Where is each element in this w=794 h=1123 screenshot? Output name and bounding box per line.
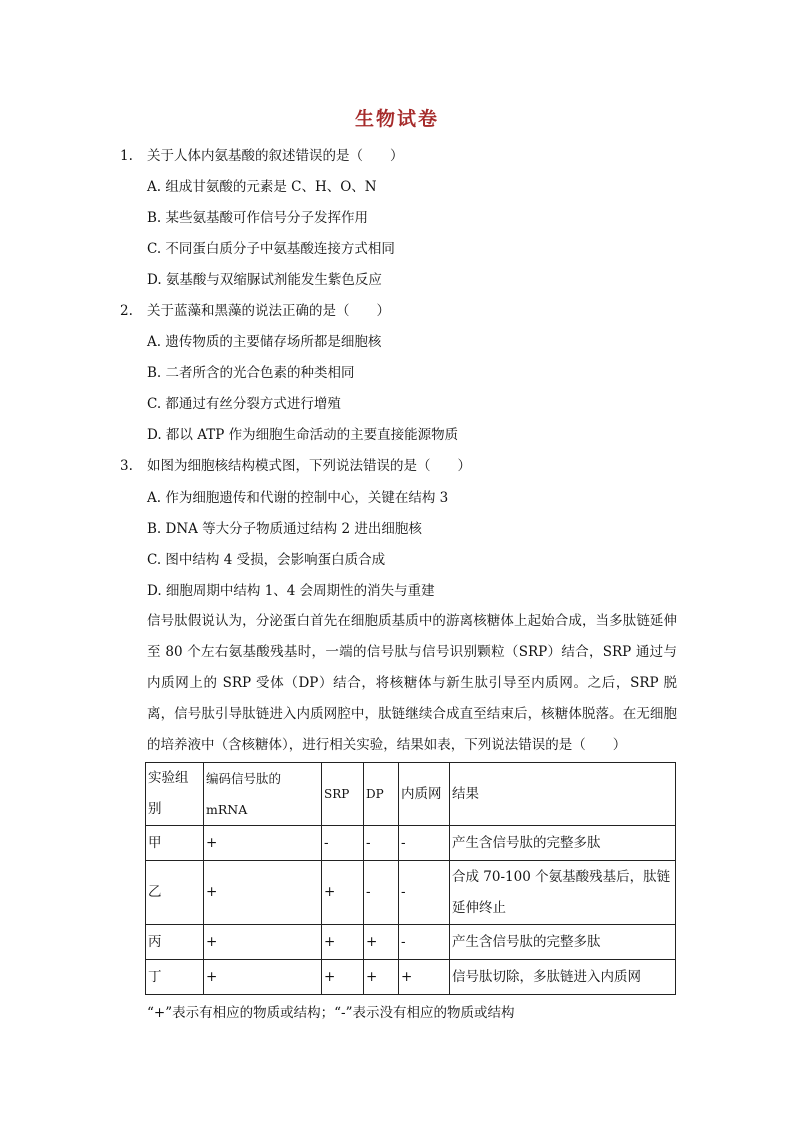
question-stem: 如图为细胞核结构模式图，下列说法错误的是（ ） — [147, 458, 471, 474]
table-cell: - — [322, 826, 364, 861]
table-header-cell: SRP — [322, 763, 364, 826]
question-stem: 关于人体内氨基酸的叙述错误的是（ ） — [147, 148, 404, 164]
table-header-cell: 编码信号肽的 mRNA — [204, 763, 322, 826]
option-1c: C. 不同蛋白质分子中氨基酸连接方式相同 — [147, 241, 395, 257]
option-1d: D. 氨基酸与双缩脲试剂能发生紫色反应 — [147, 272, 382, 288]
table-cell: 合成 70-100 个氨基酸残基后，肽链延伸终止 — [450, 861, 676, 925]
table-cell: + — [364, 960, 399, 995]
page-title: 生物试卷 — [354, 108, 439, 130]
table-cell: 产生含信号肽的完整多肽 — [450, 826, 676, 861]
table-cell: 产生含信号肽的完整多肽 — [450, 925, 676, 960]
table-cell: + — [204, 960, 322, 995]
question-number: 2. — [120, 303, 133, 319]
table-cell: + — [204, 925, 322, 960]
table-header-row — [146, 763, 676, 826]
table-cell: + — [204, 826, 322, 861]
question-number: 1. — [120, 148, 133, 164]
table-header-cell: 实验组别 — [146, 763, 204, 826]
option-3a: A. 作为细胞遗传和代谢的控制中心，关键在结构 3 — [147, 490, 449, 506]
option-2c: C. 都通过有丝分裂方式进行增殖 — [147, 396, 341, 412]
passage-text: 信号肽假说认为，分泌蛋白首先在细胞质基质中的游离核糖体上起始合成，当多肽链延伸至 80 个左右氨基酸残基时，一端的信号肽与信号识别颗粒（SRP）结合，SRP 通过与内质网上的 SRP 受体（DP）结合，将核糖体与新生肽引导至内质网。之后，SRP 脱离，信号肽引导肽链进入内质网腔中，肽链继续合成直至结束后，核糖体脱落。在无细胞的培养液中（含核糖体），进行相关实验，结果如表，下列说法错误的是（ ） — [147, 613, 677, 753]
option-2a: A. 遗传物质的主要储存场所都是细胞核 — [147, 334, 382, 350]
table-row — [146, 861, 676, 925]
option-2b: B. 二者所含的光合色素的种类相同 — [147, 365, 355, 381]
option-1a: A. 组成甘氨酸的元素是 C、H、O、N — [147, 179, 377, 195]
table-header-cell: 结果 — [450, 763, 676, 826]
table-cell: + — [364, 925, 399, 960]
question-3 — [120, 456, 471, 476]
table-cell: 信号肽切除，多肽链进入内质网 — [450, 960, 676, 995]
table-cell: - — [364, 826, 399, 861]
table-cell: + — [322, 925, 364, 960]
table-cell: 甲 — [146, 826, 204, 861]
experiment-table — [145, 762, 676, 995]
option-3d: D. 细胞周期中结构 1、4 会周期性的消失与重建 — [147, 583, 435, 599]
table-cell: + — [322, 861, 364, 925]
table-cell: + — [322, 960, 364, 995]
table-row — [146, 960, 676, 995]
table-header-cell: DP — [364, 763, 399, 826]
table-cell: 丙 — [146, 925, 204, 960]
table-row — [146, 826, 676, 861]
table-cell: - — [364, 861, 399, 925]
question-2 — [120, 301, 390, 321]
option-3b: B. DNA 等大分子物质通过结构 2 进出细胞核 — [147, 521, 422, 537]
option-2d: D. 都以 ATP 作为细胞生命活动的主要直接能源物质 — [147, 427, 459, 443]
question-number: 3. — [120, 458, 133, 474]
option-1b: B. 某些氨基酸可作信号分子发挥作用 — [147, 210, 369, 226]
table-header-cell: 内质网 — [399, 763, 450, 826]
table-row — [146, 925, 676, 960]
table-note: “+”表示有相应的物质或结构；“-”表示没有相应的物质或结构 — [147, 1005, 515, 1021]
question-1 — [120, 146, 404, 166]
table-cell: - — [399, 826, 450, 861]
question-stem: 关于蓝藻和黑藻的说法正确的是（ ） — [147, 303, 390, 319]
table-cell: + — [399, 960, 450, 995]
table-cell: - — [399, 861, 450, 925]
table-cell: + — [204, 861, 322, 925]
table-cell: - — [399, 925, 450, 960]
table-cell: 丁 — [146, 960, 204, 995]
table-cell: 乙 — [146, 861, 204, 925]
option-3c: C. 图中结构 4 受损，会影响蛋白质合成 — [147, 552, 386, 568]
